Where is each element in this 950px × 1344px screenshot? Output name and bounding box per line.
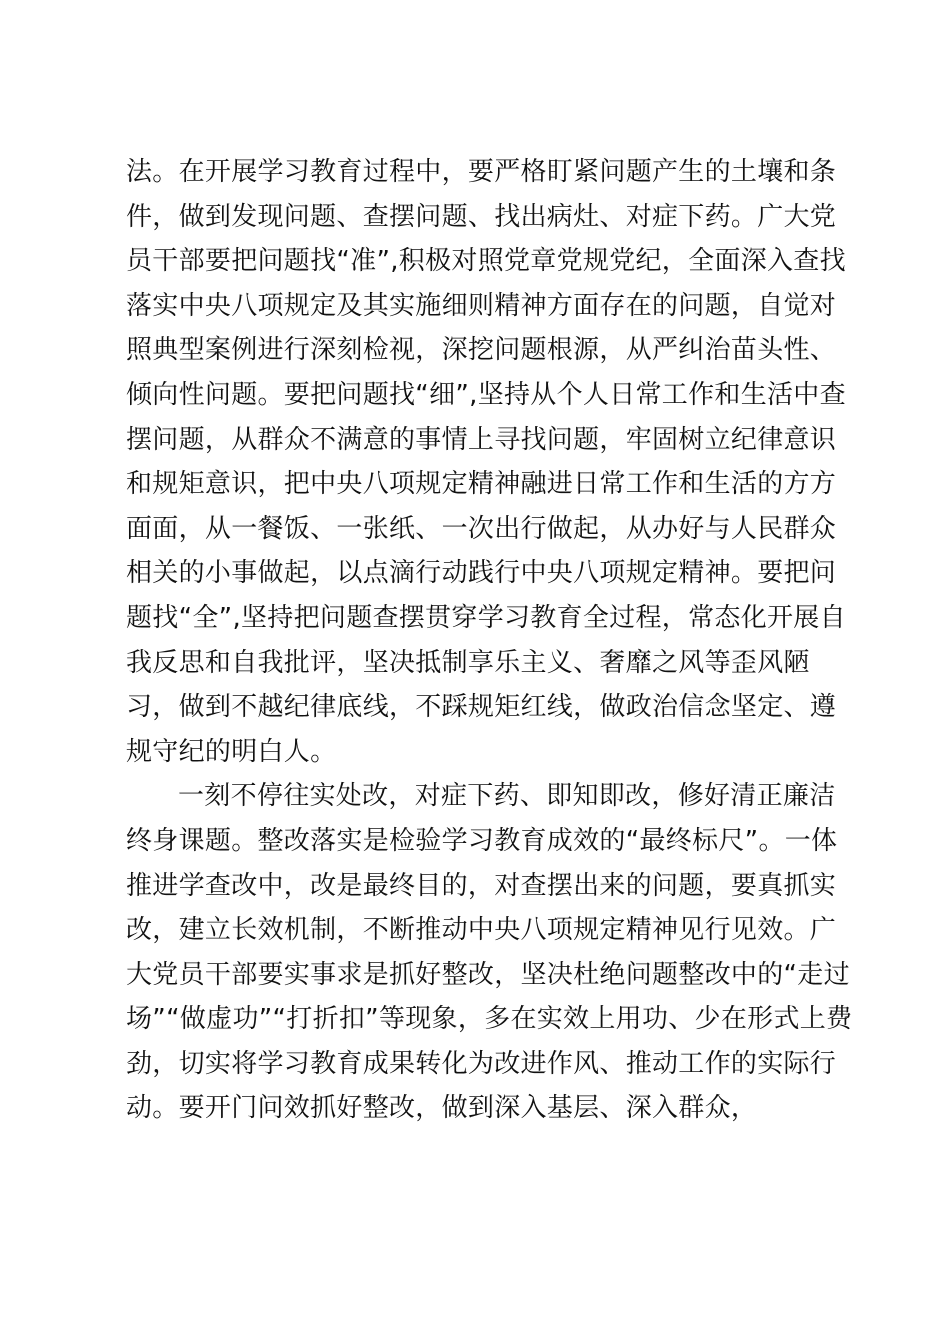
text-line: 落实中央八项规定及其实施细则精神方面存在的问题，自觉对 [126,290,837,321]
text-line: 倾向性问题。要把问题找“细”,坚持从个人日常工作和生活中查 [126,379,846,410]
text-line: 员干部要把问题找“准”,积极对照党章党规党纪，全面深入查找 [126,246,846,277]
text-line: 习，做到不越纪律底线，不踩规矩红线，做政治信念坚定、遵 [126,692,837,723]
text-line: 规守纪的明白人。 [126,736,337,767]
text-line: 相关的小事做起，以点滴行动践行中央八项规定精神。要把问 [126,558,837,589]
text-line: 法。在开展学习教育过程中，要严格盯紧问题产生的土壤和条 [126,157,837,187]
text-line: 照典型案例进行深刻检视，深挖问题根源，从严纠治苗头性、 [126,335,837,366]
text-line: 劲，切实将学习教育成果转化为改进作风、推动工作的实际行 [126,1048,837,1079]
text-line: 和规矩意识，把中央八项规定精神融进日常工作和生活的方方 [126,469,837,500]
text-line: 改，建立长效机制，不断推动中央八项规定精神见行见效。广 [126,915,837,946]
text-line: 摆问题，从群众不满意的事情上寻找问题，牢固树立纪律意识 [126,424,837,455]
text-line: 题找“全”,坚持把问题查摆贯穿学习教育全过程，常态化开展自 [126,602,846,633]
text-line: 大党员干部要实事求是抓好整改，坚决杜绝问题整改中的“走过 [126,959,850,990]
text-line: 场”“做虚功”“打折扣”等现象，多在实效上用功、少在形式上费 [126,1004,853,1035]
text-line: 我反思和自我批评，坚决抵制享乐主义、奢靡之风等歪风陋 [126,647,810,678]
text-line: 面面，从一餐饭、一张纸、一次出行做起，从办好与人民群众 [126,513,837,544]
text-line: 动。要开门问效抓好整改，做到深入基层、深入群众， [126,1093,758,1124]
text-line: 件，做到发现问题、查摆问题、找出病灶、对症下药。广大党 [126,201,837,232]
paragraph-start-line: 一刻不停往实处改，对症下药、即知即改，修好清正廉洁 [178,781,836,812]
text-line: 终身课题。整改落实是检验学习教育成效的“最终标尺”。一体 [126,825,838,856]
body-text [126,150,853,1131]
text-line: 推进学查改中，改是最终目的，对查摆出来的问题，要真抓实 [126,870,837,901]
